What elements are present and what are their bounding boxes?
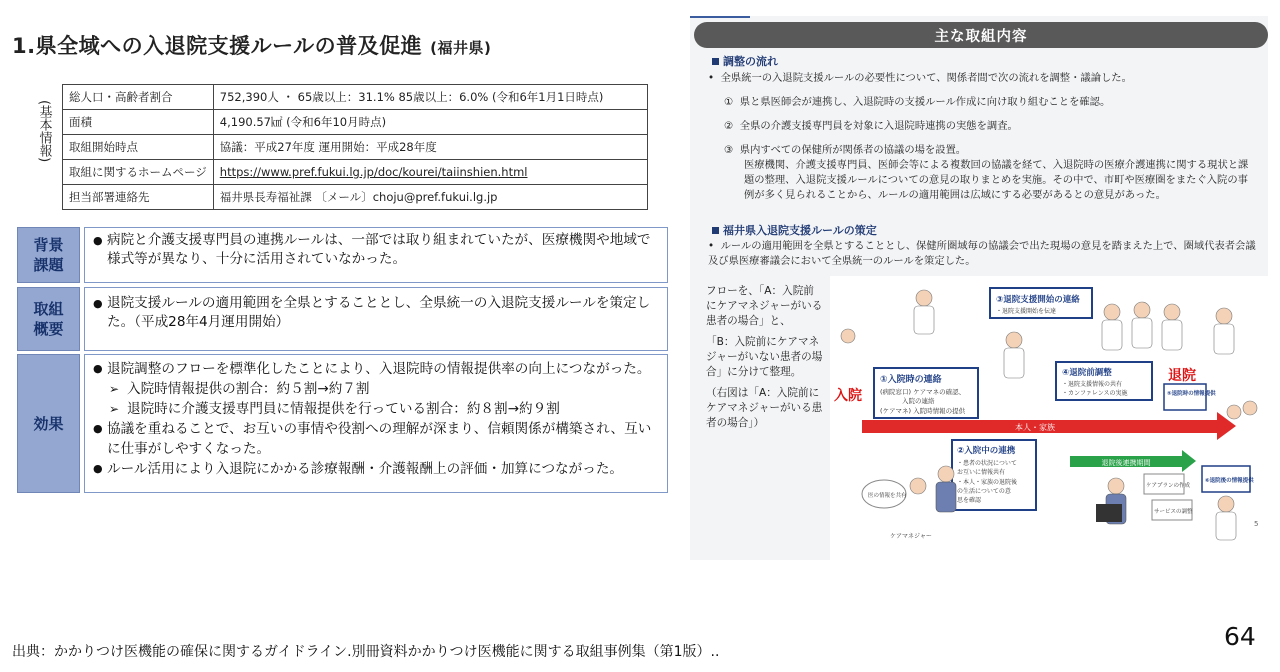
person-head	[910, 478, 926, 494]
page-title	[12, 30, 491, 60]
box-discharge-info	[1164, 384, 1206, 410]
info-key: 取組開始時点	[63, 135, 214, 160]
box5-title: ⑤退院時の情報提供	[1167, 391, 1216, 397]
person-head	[938, 466, 954, 482]
step-text: 県内すべての保健所が関係者の協議の場を設置。	[739, 144, 967, 156]
service-text: サービスの調整	[1154, 509, 1193, 515]
person-head	[841, 329, 855, 343]
box1-line: (病院窓口) ケアマネの確認、	[880, 388, 966, 396]
care-manager-label: ケアマネジャー	[890, 533, 932, 540]
step-text: 県と県医師会が連携し、入退院時の支援ルール作成に向け取り組むことを確認。	[739, 96, 1111, 108]
box2-line: ・本人・家族の退院後	[957, 479, 1018, 486]
share-text: 医の情報を共有	[868, 493, 907, 499]
section-label-background	[17, 227, 80, 283]
person-head	[916, 290, 932, 306]
person-body	[1216, 512, 1236, 540]
person-body	[1102, 320, 1122, 350]
flow-note: （右図は「A：入院前にケアマネジャーがいる患者の場合」）	[706, 387, 823, 429]
overview-bullet: ● 退院支援ルールの適用範囲を全県とすることとし、全県統一の入退院支援ルールを策定した。（平成28年4月運用開始）	[93, 294, 659, 332]
effect-bullet: ● ルール活用により入退院にかかる診療報酬・介護報酬上の評価・加算につながった。	[93, 459, 659, 479]
table-row	[63, 185, 648, 210]
box2-title: ②入院中の連携	[957, 446, 1016, 456]
info-value: 4,190.57㎢ (令和6年10月時点)	[213, 110, 647, 135]
top-accent-line	[690, 16, 750, 18]
box2-line: ・患者の状況について	[957, 460, 1017, 467]
info-key: 総人口・高齢者割合	[63, 85, 214, 110]
step-number: ①	[724, 96, 734, 108]
person-head	[1104, 304, 1120, 320]
careplan-text: ケアプランの作成	[1146, 483, 1191, 489]
basic-info-label	[34, 100, 54, 167]
info-key: 面積	[63, 110, 214, 135]
person-head	[1218, 496, 1234, 512]
heading-coordination-flow	[712, 53, 778, 69]
banner-main-efforts: 主な取組内容	[694, 22, 1268, 48]
person-body	[936, 482, 956, 512]
flow-note: 「B：入院前にケアマネジャーがいない患者の場合」に分けて整理。	[706, 336, 823, 378]
step-3	[724, 143, 1260, 158]
person-body	[914, 306, 934, 334]
box1-line: 入院の連絡	[902, 397, 935, 405]
red-arrow-label: 本人・家族	[1015, 423, 1055, 432]
rule-text	[708, 239, 1260, 269]
box2-line: お互いに情報共有	[957, 469, 1006, 476]
person-head	[1216, 308, 1232, 324]
homepage-link[interactable]: https://www.pref.fukui.lg.jp/doc/kourei/taiinshien.html	[213, 160, 647, 185]
box1-line: (ケアマネ) 入院時情報の提供	[880, 407, 966, 415]
admission-label: 入院	[834, 388, 862, 404]
green-arrow-label: 退院後連携期間	[1101, 459, 1151, 467]
bullet-dot: •	[708, 240, 721, 252]
page-title-prefecture: (福井県)	[430, 39, 492, 57]
rule-line: ルールの適用範囲を全県とすることとし、保健所圏域毎の協議会で出た現場の意見を踏まえた上で、圏域代表者会議及び県医療審議会において全県統一のルールを策定した。	[708, 240, 1256, 267]
basic-info-table	[62, 84, 648, 210]
intro-line: 全県統一の入退院支援ルールの必要性について、関係者間で次の流れを調整・議論した。	[720, 72, 1132, 84]
info-value: 752,390人 ・ 65歳以上：31.1% 85歳以上：6.0% (令和6年1月1日時点)	[213, 85, 647, 110]
person-head	[1108, 478, 1124, 494]
person-head	[1006, 332, 1022, 348]
info-value: 協議：平成27年度 運用開始：平成28年度	[213, 135, 647, 160]
section-box-overview	[84, 287, 668, 351]
heading-text: 福井県入退院支援ルールの策定	[723, 224, 877, 237]
box6-title: ⑥退院後の情報提供	[1205, 478, 1254, 484]
box3-line: ・退院支援開始を伝達	[996, 308, 1057, 315]
effect-bullet: ● 退院調整のフローを標準化したことにより、入退院時の情報提供率の向上につながった。	[93, 359, 659, 379]
info-value: 福井県長寿福祉課 〔メール〕choju@pref.fukui.lg.jp	[213, 185, 647, 210]
flow-notes	[706, 284, 824, 431]
effect-sub-item: ➢ 入院時情報提供の割合：約５割→約７割	[93, 379, 659, 399]
page-number: 64	[1224, 622, 1256, 651]
box1-title: ①入院時の連絡	[880, 375, 942, 385]
diagram-page-number: 5	[1254, 520, 1259, 528]
step-1	[724, 95, 1260, 110]
box3-title: ③退院支援開始の連絡	[996, 295, 1080, 305]
laptop-icon	[1096, 504, 1122, 522]
effect-bullet: ● 協議を重ねることで、お互いの事情や役割への理解が深まり、信頼関係が構築され、互いに仕事がしやすくなった。	[93, 419, 659, 459]
basic-info-label-text: (基本情報)	[36, 100, 52, 163]
box4-line: ・退院支援情報の共有	[1062, 381, 1123, 388]
person-head	[1243, 401, 1257, 415]
info-key: 担当部署連絡先	[63, 185, 214, 210]
bullet-dot: •	[708, 72, 721, 84]
person-body	[1162, 320, 1182, 350]
page-title-main: 1.県全域への入退院支援ルールの普及促進	[12, 34, 423, 58]
section-label-text: 背景 課題	[33, 236, 64, 274]
table-row	[63, 110, 648, 135]
step-text: 全県の介護支援専門員を対象に入退院時連携の実態を調査。	[739, 120, 1018, 132]
info-key: 取組に関するホームページ	[63, 160, 214, 185]
section-box-background	[84, 227, 668, 283]
background-bullet: ● 病院と介護支援専門員の連携ルールは、一部では取り組まれていたが、医療機関や地域で様式等が異なり、十分に活用されていなかった。	[93, 231, 659, 269]
step-number: ②	[724, 120, 734, 132]
table-row	[63, 85, 648, 110]
person-body	[1214, 324, 1234, 354]
person-body	[1132, 318, 1152, 348]
box2-line: 思を確認	[957, 497, 982, 504]
person-head	[1134, 302, 1150, 318]
person-head	[1164, 304, 1180, 320]
box4-line: ・カンファレンスの実施	[1062, 390, 1128, 397]
section-box-effect	[84, 354, 668, 493]
heading-rule-formulation	[712, 222, 877, 238]
effect-sub-item: ➢ 退院時に介護支援専門員に情報提供を行っている割合：約８割→約９割	[93, 399, 659, 419]
flow-note: フローを、「A：入院前にケアマネジャーがいる患者の場合」と、	[706, 285, 823, 327]
support-flow-diagram	[830, 276, 1268, 560]
step-2	[724, 119, 1260, 134]
person-head	[1227, 405, 1241, 419]
section-label-text: 効果	[33, 414, 64, 433]
section-label-text: 取組 概要	[33, 300, 64, 338]
heading-text: 調整の流れ	[723, 55, 778, 68]
box2-line: の生活についての意	[957, 488, 1011, 495]
square-bullet-icon	[712, 227, 719, 234]
table-row	[63, 135, 648, 160]
discharge-label: 退院	[1168, 368, 1196, 384]
intro-text	[708, 71, 1260, 86]
table-row	[63, 160, 648, 185]
step-number: ③	[724, 144, 734, 156]
section-label-effect	[17, 354, 80, 493]
section-label-overview	[17, 287, 80, 351]
person-body	[1004, 348, 1024, 378]
square-bullet-icon	[712, 58, 719, 65]
source-citation: 出典：かかりつけ医機能の確保に関するガイドライン.別冊資料かかりつけ医機能に関する取組事例集（第1版）..	[12, 644, 720, 660]
box4-title: ④退院前調整	[1062, 368, 1112, 378]
step-3-detail: 医療機関、介護支援専門員、医師会等による複数回の協議を経て、入退院時の医療介護連携に関する現状と課題の整理、入退院支援ルールについての意見の取りまとめを実施。その中で、市町や医療圏をまたぐ入院の事例が多く見られることから、ルールの適用範囲は広域にする必要があるとの意見があった。	[744, 159, 1249, 201]
